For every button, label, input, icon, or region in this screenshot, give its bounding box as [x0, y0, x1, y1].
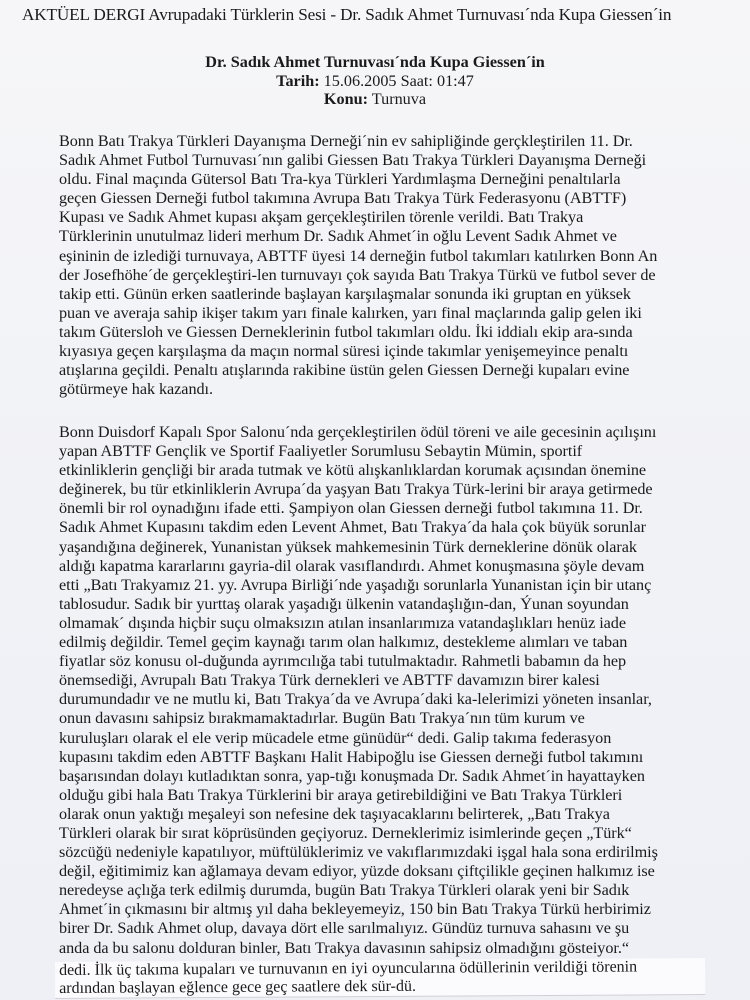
text-line: durumundadır ve ne mutlu ki, Batı Trakya´da ve Avrupa´daki ka-lelerimizi yöneten insanlar, — [59, 690, 652, 709]
text-line: önemsediği, Avrupalı Batı Trakya Türk dernekleri ve ABTTF davamızın birer kalesi — [59, 671, 600, 690]
page-header: AKTÜEL DERGI Avrupadaki Türklerin Sesi - Dr. Sadık Ahmet Turnuvası´nda Kupa Giessen´in — [22, 5, 672, 24]
text-line: yaşandığına değinerek, Yunanistan yüksek mahkemesinin Türk derneklerine dönük olarak — [59, 537, 637, 556]
text-line: yapan ABTTF Gençlik ve Sportif Faaliyetler Sorumlusu Sebaytin Mümin, sportif — [59, 442, 583, 461]
text-line: geçen Giessen Derneği futbol takımına Avrupa Batı Trakya Türk Federasyonu (ABTTF) — [59, 189, 627, 208]
article-paragraph-1 — [59, 132, 739, 399]
text-line: götürmeye hak kazandı. — [59, 380, 213, 399]
text-line: Ahmet´in çıkmasını bir altmış yıl daha bekleyemeyiz, 150 bin Batı Trakya Türkü herbirimiz — [59, 900, 651, 919]
text-line: değil, eğitimimiz kan ağlamaya devam ediyor, yüzde doksanı çiftçilikle geçinen halkımız ise — [59, 862, 655, 881]
text-line: olduğu gibi hala Batı Trakya Türklerini bir araya getirebildiğini ve Batı Trakya Türkleri — [59, 785, 623, 804]
text-line: etkinliklerin gençliği bir arada tutmak ve kötü alışkanlıklardan korumak açısından önemine — [59, 461, 647, 480]
text-line: anda da bu salonu dolduran binler, Batı Trakya davasının sahipsiz olmadığını gösteiyor.“ — [59, 938, 629, 957]
text-line: takım Gütersloh ve Giessen Derneklerinin futbol takımları oldu. İki iddialı ekip ara-sında — [59, 322, 633, 341]
topic-label: Konu: — [323, 90, 369, 108]
text-line: Kupası ve Sadık Ahmet kupası akşam gerçekleştirilen törenle verildi. Batı Trakya — [59, 208, 584, 227]
article-title-block — [0, 53, 750, 109]
date-value: 15.06.2005 Saat: 01:47 — [323, 71, 474, 90]
text-line: sözcüğü nedeniyle kapatılıyor, müftülüklerimiz ve vakıflarımızdaki işgal hala sona erdirilmiş — [59, 843, 658, 862]
text-line: puan ve averaja sahip ikişer takım yarı finale kalırken, yarı final maçlarında galip gelen iki — [59, 303, 642, 322]
text-line: önemli bir rol oynadığını ifade etti. Şampiyon olan Giessen derneği futbol takımına 11. Dr. — [59, 499, 643, 518]
article-date — [0, 72, 750, 91]
text-line: değinerek, bu tür etkinliklerin Avrupa´da yaşyan Batı Trakya Türk-lerini bir araya getirmede — [59, 480, 653, 499]
text-line: oldu. Final maçında Gütersol Batı Tra-kya Türkleri Yardımlaşma Derneğini penaltılarla — [59, 170, 621, 189]
article-title: Dr. Sadık Ahmet Turnuvası´nda Kupa Giessen´in — [205, 53, 545, 71]
text-line: neredeyse açlığa terk edilmiş durumda, bugün Batı Trakya Türkleri olarak yeni bir Sadık — [59, 881, 630, 900]
article-closing-strip — [55, 958, 705, 999]
text-line: atışlarına geçildi. Penaltı atışlarında rakibine üstün gelen Giessen Derneği kupaları evine — [59, 361, 630, 380]
article-topic — [0, 90, 750, 109]
article-paragraph-2 — [59, 423, 739, 958]
text-line: başarısından dolayı kutladıktan sonra, yap-tığı konuşmada Dr. Sadık Ahmet´in hayattayken — [59, 766, 645, 785]
text-line: edilmiş değildir. Temel geçim kaynağı tarım olan halkımız, destekleme alımları ve taban — [59, 633, 628, 652]
date-label: Tarih: — [276, 71, 320, 90]
text-line: olmamak´ dışında hiçbir suçu olmaksızın atılan insanlarımıza vatandaşlıkları henüz iade — [59, 613, 626, 632]
text-line: Bonn Duisdorf Kapalı Spor Salonu´nda gerçekleştirilen ödül töreni ve aile gecesinin açılışını — [59, 423, 657, 441]
text-line: Türklerinin unutulmaz lideri merhum Dr. Sadık Ahmet´in oğlu Levent Sadık Ahmet ve — [59, 227, 617, 246]
text-line: ardından başlayan eğlence gece geç saatlere dek sür-dü. — [59, 977, 417, 997]
text-line: Sadık Ahmet Futbol Turnuvası´nın galibi Giessen Batı Trakya Türkleri Dayanışma Derneği — [59, 151, 647, 170]
text-line: birer Dr. Sadık Ahmet olup, davaya dört elle sarılmalıyız. Gündüz turnuva sahasını ve şu — [59, 919, 630, 938]
topic-value: Turnuva — [371, 90, 427, 108]
text-line: eşininin de izlediği turnuvaya, ABTTF üyesi 14 derneğin futbol takımları katılırken Bonn An — [59, 246, 658, 265]
text-line: dedi. İlk üç takıma kupaları ve turnuvanın en iyi oyuncularına ödüllerinin verildiği törenin — [58, 958, 638, 979]
text-line: Türkleri olarak bir sırat köprüsünden geçiyoruz. Derneklerimiz isimlerinde geçen „Türk“ — [59, 823, 632, 842]
text-line: kuruluşları olarak el ele verip mücadele etme günüdür“ dedi. Galip takıma federasyon — [59, 728, 612, 747]
text-line: tablosudur. Sadık bir yurttaş olarak yaşadığı ülkenin vatandaşlığın-dan, Ýunan soyundan — [59, 594, 629, 613]
text-line: fiyatlar söz konusu ol-duğunda ayrımcılığa tabi tutulmaktadır. Rahmetli babamın da hep — [59, 652, 627, 671]
text-line: takip etti. Günün erken saatlerinde başlayan karşılaşmalar sonunda iki gruptan en yüksek — [59, 284, 631, 303]
text-line: kupasını takdim eden ABTTF Başkanı Halit Habipoğlu ise Giessen derneği futbol takımını — [59, 747, 644, 766]
text-line: kıyasıya geçen karşılaşma da maçın normal süresi içinde takımlar yenişemeyince penaltı — [59, 342, 629, 361]
text-line: olarak onun yaktığı meşaleyi son nefesine dek taşıyacaklarını belirterek, „Batı Trakya — [59, 804, 610, 823]
text-line: aldığı kapatma kararlarını gayria-dil olarak vasıflandırdı. Ahmet konuşmasına şöyle devam — [59, 556, 645, 575]
text-line: etti „Batı Trakyamız 21. yy. Avrupa Birliği´nde yaşadığı sorunlarla Yunanistan için bir utanç — [59, 575, 652, 594]
text-line: onun davasını sahipsiz bırakmamaktadırlar. Bugün Batı Trakya´nın tüm kurum ve — [59, 709, 585, 728]
text-line: Sadık Ahmet Kupasını takdim eden Levent Ahmet, Batı Trakya´da hala çok büyük sorunlar — [59, 518, 646, 537]
text-line: der Josefhöhe´de gerçekleştiri-len turnuvayı çok sayıda Batı Trakya Türkü ve futbol sever de — [59, 265, 656, 284]
text-line: Bonn Batı Trakya Türkleri Dayanışma Derneği´nin ev sahipliğinde gerçkleştirilen 11. Dr. — [59, 132, 633, 150]
